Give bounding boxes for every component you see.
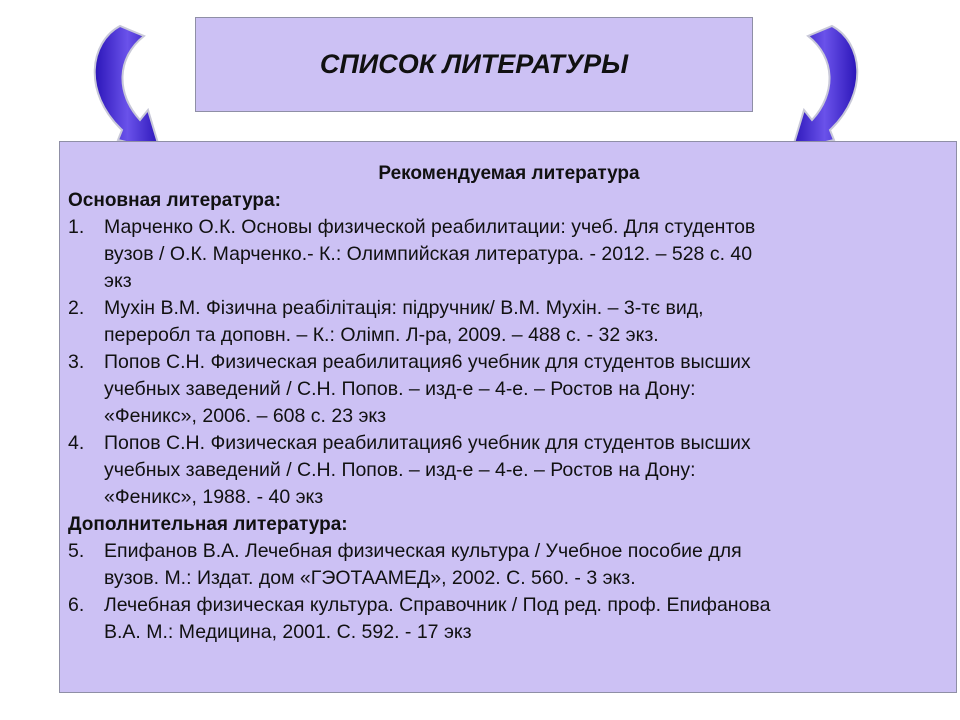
item-line: вузов. М.: Издат. дом «ГЭОТААМЕД», 2002. С. 560. - 3 экз. [104, 567, 636, 589]
item-line: Попов С.Н. Физическая реабилитация6 учебник для студентов высших [104, 351, 751, 373]
item-number: 4. [68, 432, 85, 454]
title-box [195, 17, 753, 112]
item-text [104, 430, 950, 511]
item-line: Попов С.Н. Физическая реабилитация6 учебник для студентов высших [104, 432, 751, 454]
list-item [68, 592, 950, 646]
item-line: В.А. М.: Медицина, 2001. С. 592. - 17 экз [104, 621, 472, 643]
item-line: вузов / О.К. Марченко.- К.: Олимпийская литература. - 2012. – 528 с. 40 [104, 243, 753, 265]
page-title: СПИСОК ЛИТЕРАТУРЫ [319, 49, 629, 79]
bibliography-box [59, 141, 957, 693]
recommended-heading: Рекомендуемая литература [378, 163, 640, 184]
extra-literature-list [68, 538, 950, 646]
item-number: 3. [68, 351, 85, 373]
item-text [104, 349, 950, 430]
list-item [68, 538, 950, 592]
item-number: 1. [68, 216, 85, 238]
item-line: Марченко О.К. Основы физической реабилитации: учеб. Для студентов [104, 216, 756, 238]
main-literature-list [68, 214, 950, 511]
item-line: Мухін В.М. Фізична реабілітація: підручник/ В.М. Мухін. – 3-тє вид, [104, 297, 704, 319]
item-line: Лечебная физическая культура. Справочник / Под ред. проф. Епифанова [104, 594, 771, 616]
item-line: «Феникс», 1988. - 40 экз [104, 486, 324, 508]
item-text [104, 592, 950, 646]
extra-literature-label: Дополнительная литература: [68, 514, 348, 535]
item-line: учебных заведений / С.Н. Попов. – изд-е – 4-е. – Ростов на Дону: [104, 378, 696, 400]
list-item [68, 214, 950, 295]
list-item [68, 295, 950, 349]
item-text [104, 538, 950, 592]
item-number: 6. [68, 594, 85, 616]
item-number: 2. [68, 297, 85, 319]
item-line: экз [104, 270, 132, 292]
list-item [68, 349, 950, 430]
item-line: «Феникс», 2006. – 608 с. 23 экз [104, 405, 387, 427]
item-number: 5. [68, 540, 85, 562]
item-text [104, 295, 950, 349]
item-line: учебных заведений / С.Н. Попов. – изд-е – 4-е. – Ростов на Дону: [104, 459, 696, 481]
list-item [68, 430, 950, 511]
item-text [104, 214, 950, 295]
item-line: Епифанов В.А. Лечебная физическая культура / Учебное пособие для [104, 540, 742, 562]
item-line: переробл та доповн. – К.: Олімп. Л-ра, 2009. – 488 с. - 32 экз. [104, 324, 659, 346]
main-literature-label: Основная литература: [68, 190, 281, 211]
